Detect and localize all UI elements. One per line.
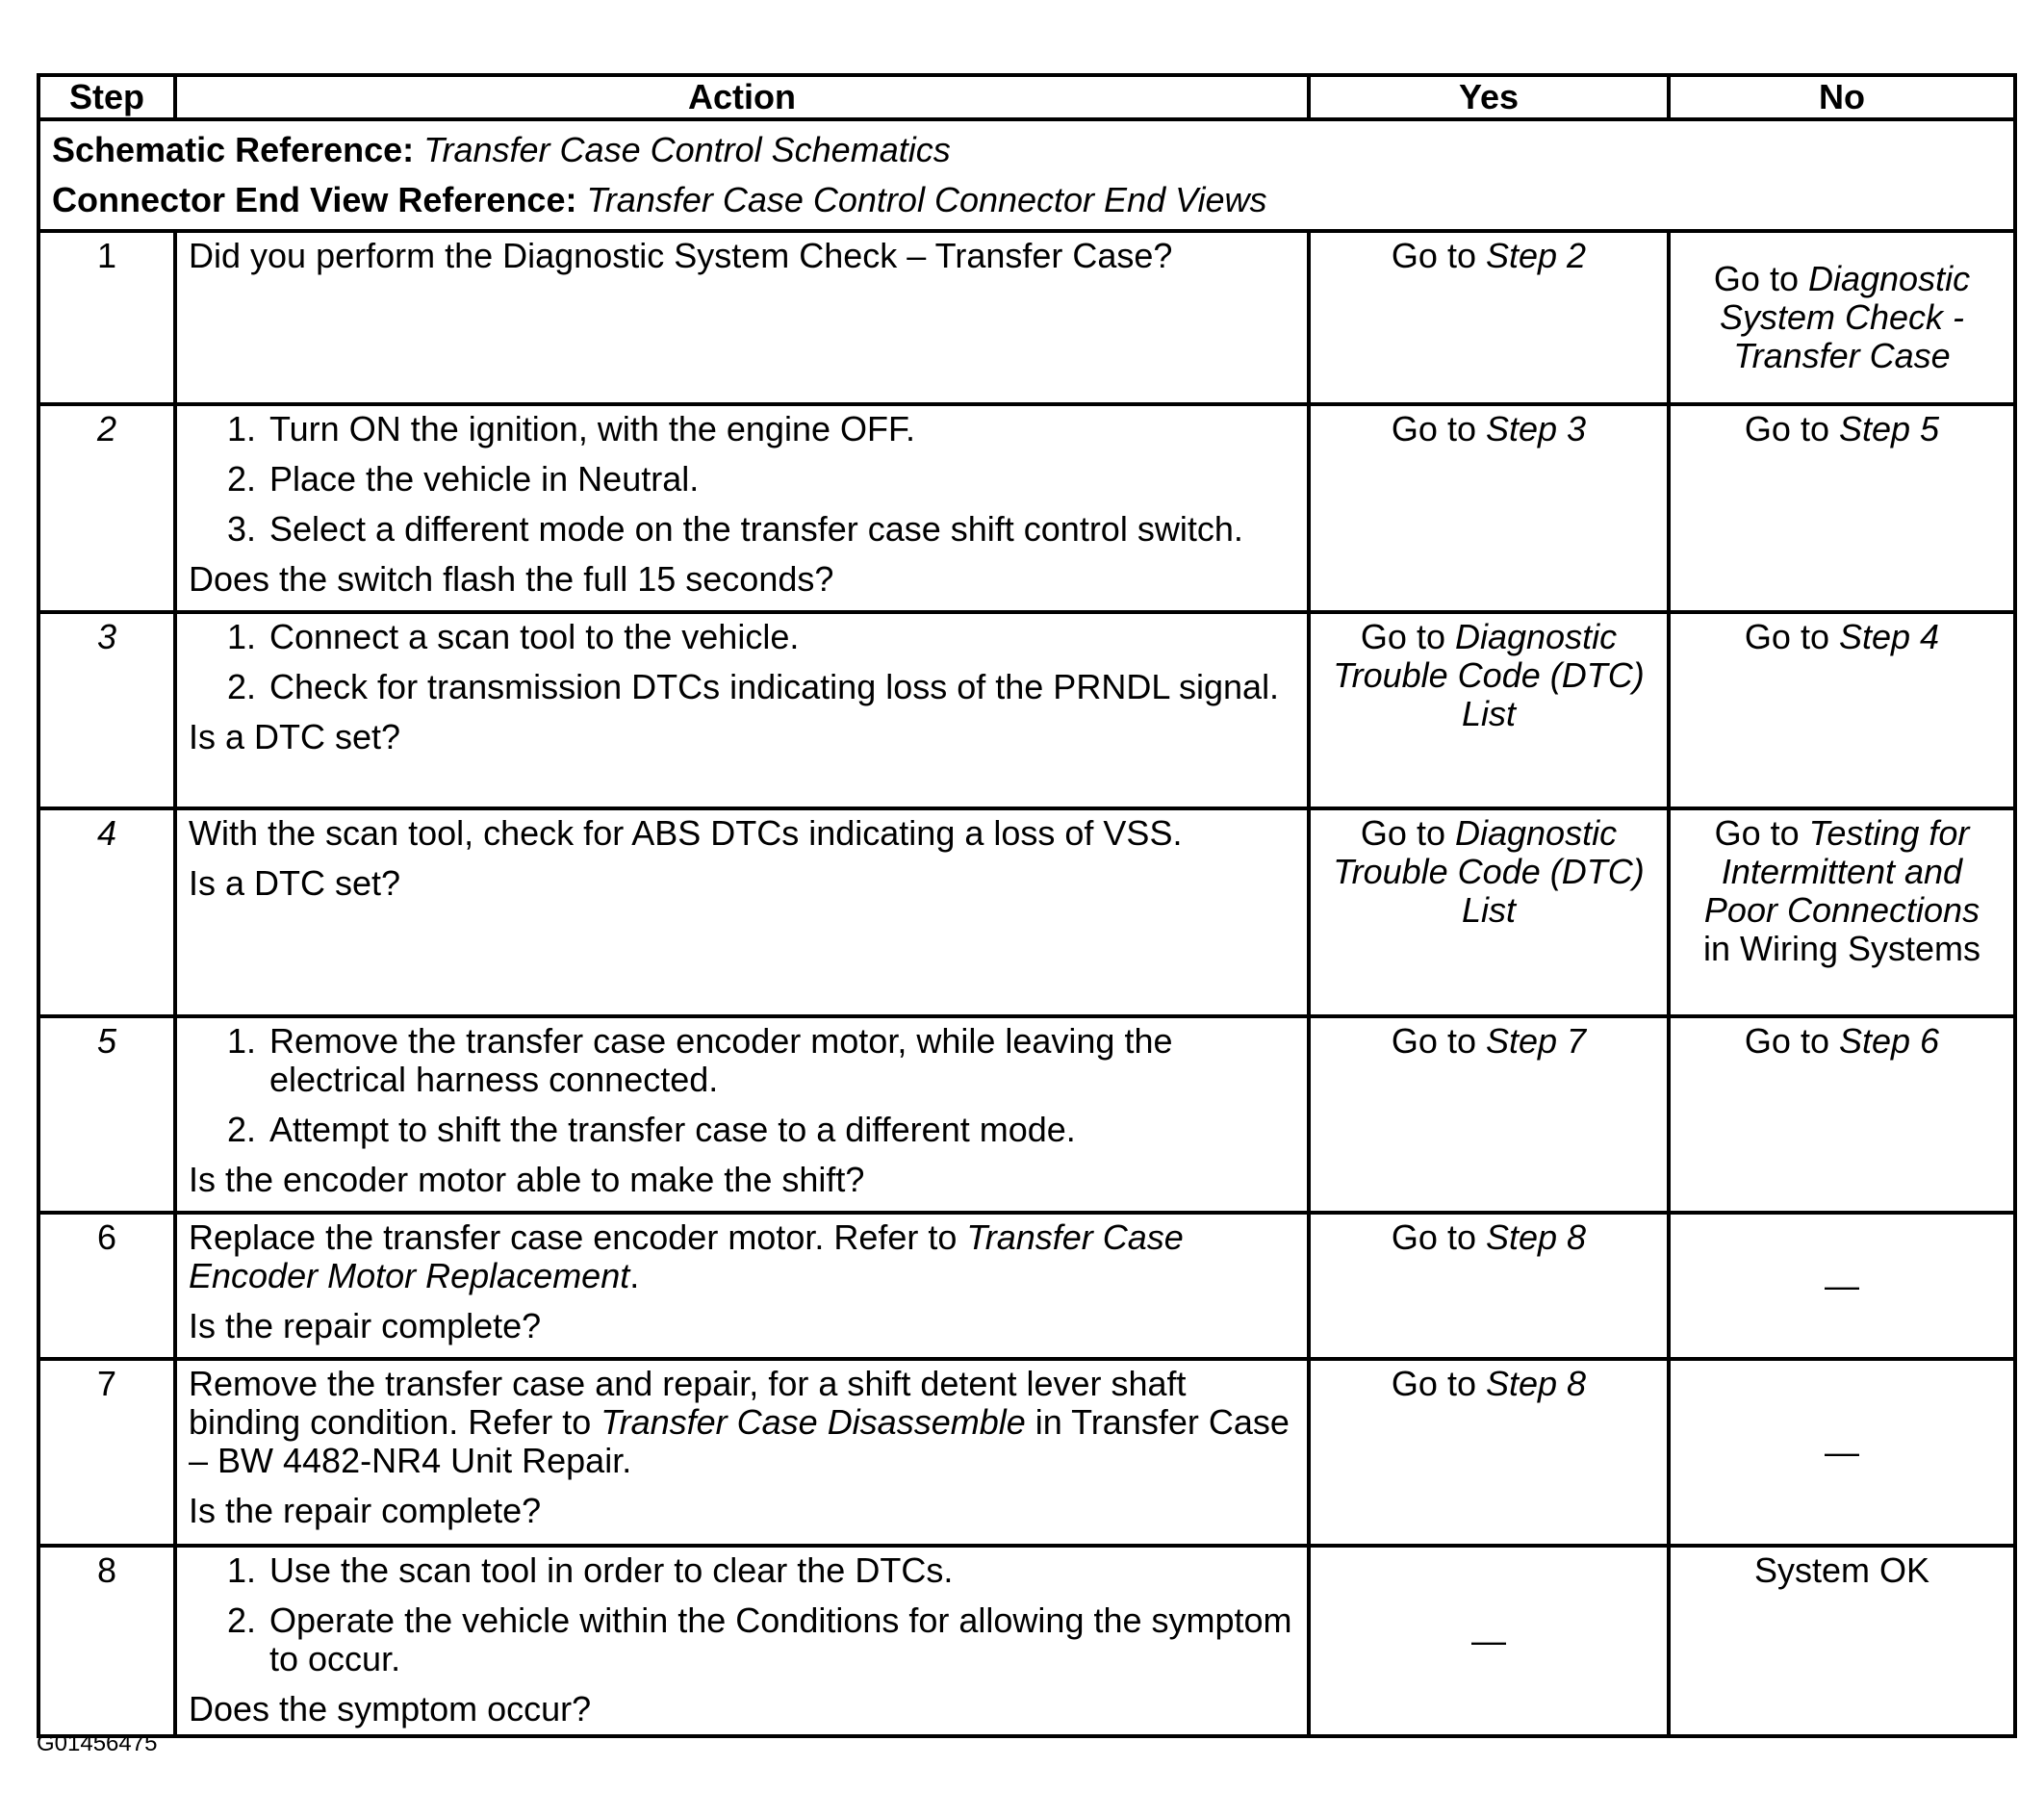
yes-link[interactable]: Step 2 [1485, 236, 1587, 275]
step-number: 7 [38, 1359, 175, 1546]
no-cell [1669, 404, 2015, 612]
no-prefix: Go to [1713, 259, 1808, 298]
action-item: 1. Remove the transfer case encoder motor, while leaving the electrical harness connected. [266, 1022, 1295, 1099]
action-item: 1. Turn ON the ignition, with the engine OFF. [266, 410, 1295, 448]
step-number: 8 [38, 1546, 175, 1736]
no-dash: — [1825, 1266, 1859, 1305]
action-cell [175, 404, 1309, 612]
yes-link[interactable]: Step 8 [1485, 1364, 1587, 1403]
yes-cell [1309, 612, 1669, 808]
action-question: Did you perform the Diagnostic System Check – Transfer Case? [189, 236, 1173, 275]
action-cell [175, 1359, 1309, 1546]
yes-prefix: Go to [1360, 617, 1455, 656]
action-item: 2. Place the vehicle in Neutral. [266, 460, 1295, 499]
yes-link[interactable]: Diagnostic Trouble Code (DTC) List [1333, 813, 1645, 930]
no-cell [1669, 1359, 2015, 1546]
yes-cell [1309, 1016, 1669, 1213]
connector-reference-label: Connector End View Reference: [52, 180, 577, 219]
header-row [38, 75, 2015, 119]
action-question: Is a DTC set? [189, 717, 401, 756]
table-row-step-2 [38, 404, 2015, 612]
action-question: Does the switch flash the full 15 seconds? [189, 559, 834, 599]
action-cell [175, 1546, 1309, 1736]
action-text [189, 1218, 1295, 1295]
action-text: With the scan tool, check for ABS DTCs indicating a loss of VSS. [189, 813, 1183, 853]
action-item: 2. Operate the vehicle within the Conditions for allowing the symptom to occur. [266, 1601, 1295, 1678]
reference-row [38, 119, 2015, 231]
yes-prefix: Go to [1391, 1021, 1486, 1061]
action-item: 2. Check for transmission DTCs indicating loss of the PRNDL signal. [266, 668, 1295, 706]
table-row-step-3 [38, 612, 2015, 808]
table-row-step-1 [38, 231, 2015, 404]
table-row-step-4 [38, 808, 2015, 1016]
action-question: Is a DTC set? [189, 863, 401, 903]
header-no: No [1669, 75, 2015, 119]
step-number: 4 [38, 808, 175, 1016]
no-link[interactable]: Step 4 [1838, 617, 1940, 656]
action-item: 1. Use the scan tool in order to clear the DTCs. [266, 1551, 1295, 1590]
no-text: System OK [1753, 1550, 1930, 1590]
action-list [189, 410, 1295, 549]
yes-prefix: Go to [1391, 1364, 1486, 1403]
action-list [189, 618, 1295, 706]
yes-link[interactable]: Step 3 [1485, 409, 1587, 448]
action-question: Is the repair complete? [189, 1306, 542, 1345]
yes-link[interactable]: Diagnostic Trouble Code (DTC) List [1333, 617, 1645, 733]
action-text-prefix: Replace the transfer case encoder motor. Refer to [189, 1217, 967, 1257]
table-row-step-7 [38, 1359, 2015, 1546]
step-number: 6 [38, 1213, 175, 1359]
yes-cell [1309, 1546, 1669, 1736]
no-cell [1669, 1546, 2015, 1736]
connector-reference [52, 175, 2002, 225]
header-action: Action [175, 75, 1309, 119]
no-cell [1669, 1213, 2015, 1359]
step-number: 3 [38, 612, 175, 808]
yes-prefix: Go to [1391, 236, 1486, 275]
no-link[interactable]: Testing for Intermittent and Poor Connections [1703, 813, 1980, 930]
step-number: 1 [38, 231, 175, 404]
schematic-reference-label: Schematic Reference: [52, 130, 415, 169]
action-cell [175, 1213, 1309, 1359]
table-row-step-8 [38, 1546, 2015, 1736]
yes-cell [1309, 404, 1669, 612]
figure-id: G01456475 [37, 1730, 158, 1756]
no-dash: — [1825, 1432, 1859, 1472]
no-prefix: Go to [1744, 1021, 1839, 1061]
yes-link[interactable]: Step 8 [1485, 1217, 1587, 1257]
table-row-step-5 [38, 1016, 2015, 1213]
action-link[interactable]: Transfer Case Disassemble [600, 1402, 1026, 1442]
step-number: 5 [38, 1016, 175, 1213]
no-cell [1669, 808, 2015, 1016]
schematic-reference [52, 125, 2002, 175]
no-prefix: Go to [1744, 409, 1839, 448]
yes-link[interactable]: Step 7 [1485, 1021, 1587, 1061]
action-cell [175, 612, 1309, 808]
no-cell [1669, 231, 2015, 404]
connector-reference-link[interactable]: Transfer Case Control Connector End Views [586, 180, 1267, 219]
diagnostic-table-container [37, 73, 2013, 1738]
action-text [189, 1365, 1295, 1480]
step-number: 2 [38, 404, 175, 612]
no-link[interactable]: Diagnostic System Check - Transfer Case [1719, 259, 1971, 375]
yes-cell [1309, 1213, 1669, 1359]
action-cell [175, 231, 1309, 404]
no-link[interactable]: Step 6 [1838, 1021, 1940, 1061]
action-question: Is the encoder motor able to make the shift? [189, 1160, 865, 1199]
action-text-prefix: Remove the transfer case and repair, for a shift detent lever shaft binding condition. Refer to [189, 1364, 1187, 1442]
yes-prefix: Go to [1360, 813, 1455, 853]
action-list [189, 1022, 1295, 1149]
action-cell [175, 1016, 1309, 1213]
no-link[interactable]: Step 5 [1838, 409, 1940, 448]
action-item: 3. Select a different mode on the transfer case shift control switch. [266, 510, 1295, 549]
yes-prefix: Go to [1391, 1217, 1486, 1257]
no-prefix: Go to [1744, 617, 1839, 656]
yes-prefix: Go to [1391, 409, 1486, 448]
reference-cell [38, 119, 2015, 231]
action-item: 1. Connect a scan tool to the vehicle. [266, 618, 1295, 656]
no-prefix: Go to [1714, 813, 1809, 853]
action-text-suffix: . [629, 1256, 640, 1295]
diagnostic-table [37, 73, 2017, 1738]
yes-cell [1309, 808, 1669, 1016]
no-cell [1669, 1016, 2015, 1213]
action-list [189, 1551, 1295, 1678]
header-yes: Yes [1309, 75, 1669, 119]
no-cell [1669, 612, 2015, 808]
yes-cell [1309, 1359, 1669, 1546]
table-row-step-6 [38, 1213, 2015, 1359]
action-cell [175, 808, 1309, 1016]
no-suffix: in Wiring Systems [1702, 929, 1981, 968]
action-question: Is the repair complete? [189, 1491, 542, 1530]
action-item: 2. Attempt to shift the transfer case to a different mode. [266, 1111, 1295, 1149]
header-step: Step [38, 75, 175, 119]
schematic-reference-link[interactable]: Transfer Case Control Schematics [423, 130, 951, 169]
action-text-suffix: in Transfer Case – BW 4482-NR4 Unit Repair. [189, 1402, 1290, 1480]
yes-cell [1309, 231, 1669, 404]
action-link[interactable]: Transfer Case Encoder Motor Replacement [189, 1217, 1184, 1295]
action-question: Does the symptom occur? [189, 1689, 592, 1728]
yes-dash: — [1471, 1621, 1506, 1660]
